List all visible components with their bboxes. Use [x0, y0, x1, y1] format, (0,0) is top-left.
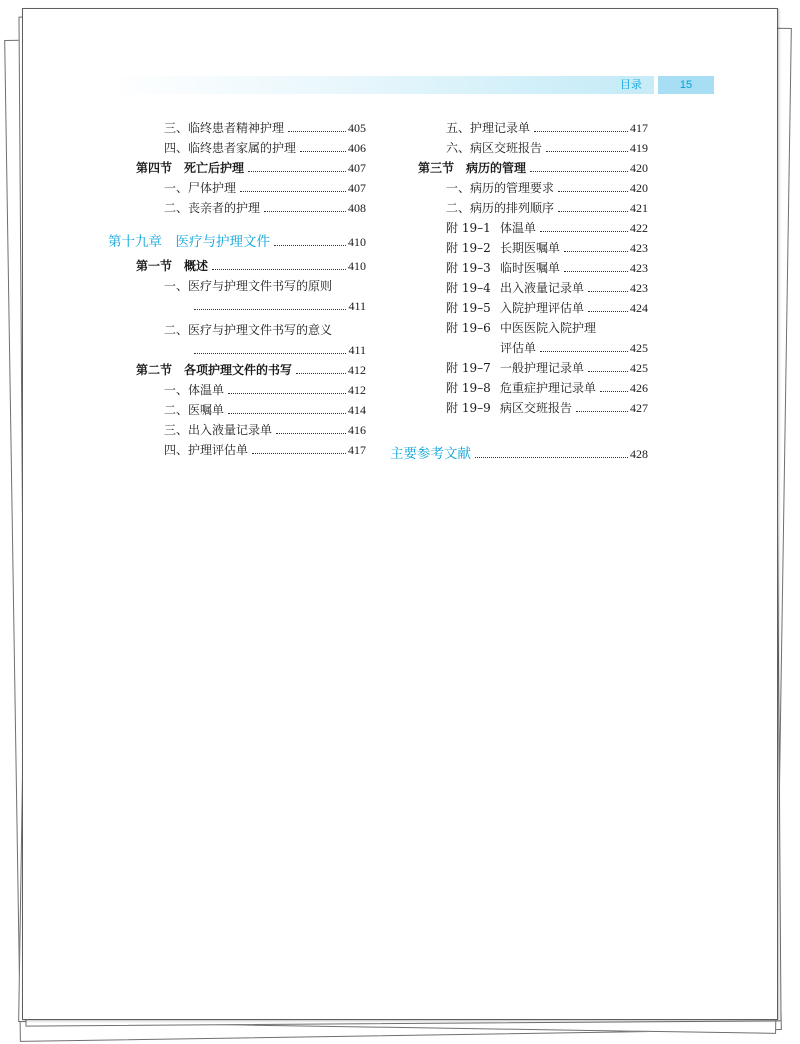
toc-entry[interactable] — [390, 196, 648, 216]
appendix-title: 入院护理评估单 — [500, 301, 585, 315]
toc-entry-page: 410 — [348, 235, 366, 249]
toc-entry-page: 416 — [348, 423, 366, 437]
header-band — [110, 76, 620, 94]
toc-entry-title: 一、病历的管理要求 — [446, 181, 555, 195]
toc-section-entry[interactable] — [108, 358, 366, 378]
toc-entry[interactable] — [108, 418, 366, 438]
toc-entry-title: 二、丧亲者的护理 — [164, 201, 261, 215]
toc-entry[interactable] — [108, 116, 366, 136]
leader-dots — [576, 411, 628, 412]
toc-entry-page: 422 — [630, 221, 648, 235]
toc-entry[interactable] — [390, 176, 648, 196]
toc-entry-page: 410 — [348, 259, 366, 273]
appendix-title: 长期医嘱单 — [500, 241, 561, 255]
toc-entry-title: 一、体温单 — [164, 383, 225, 397]
leader-dots — [264, 211, 346, 212]
appendix-title-continued: 评估单 — [500, 341, 537, 355]
appendix-code: 附 19–4 — [446, 281, 491, 295]
toc-chapter-title: 第十九章 医疗与护理文件 — [108, 234, 270, 250]
appendix-title: 出入液量记录单 — [500, 281, 585, 295]
toc-chapter-entry[interactable] — [108, 228, 366, 250]
toc-appendix-entry[interactable] — [390, 396, 648, 416]
leader-dots — [564, 271, 628, 272]
toc-appendix-entry-title-line[interactable] — [390, 316, 648, 336]
toc-left-column — [108, 116, 366, 458]
toc-entry-page: 427 — [630, 401, 648, 415]
toc-entry-page: 426 — [630, 381, 648, 395]
toc-entry-page: 411 — [348, 299, 366, 313]
appendix-title: 中医医院入院护理 — [500, 321, 597, 335]
appendix-code: 附 19–7 — [446, 361, 491, 375]
leader-dots — [240, 191, 346, 192]
leader-dots — [475, 457, 628, 458]
toc-appendix-entry[interactable] — [390, 376, 648, 396]
toc-section-title: 第二节 各项护理文件的书写 — [136, 363, 293, 377]
toc-entry-title: 四、护理评估单 — [164, 443, 249, 457]
toc-section-entry[interactable] — [108, 254, 366, 274]
toc-entry-title: 一、医疗与护理文件书写的原则 — [164, 279, 333, 293]
leader-dots — [212, 269, 346, 270]
toc-entry-page: 423 — [630, 241, 648, 255]
toc-entry-continuation[interactable] — [108, 338, 366, 358]
appendix-code: 附 19–3 — [446, 261, 491, 275]
leader-dots — [546, 151, 628, 152]
toc-entry-title: 二、病历的排列顺序 — [446, 201, 555, 215]
toc-entry-page: 420 — [630, 181, 648, 195]
leader-dots — [194, 309, 346, 310]
toc-entry-title: 三、出入液量记录单 — [164, 423, 273, 437]
toc-appendix-entry[interactable] — [390, 236, 648, 256]
toc-entry-title: 一、尸体护理 — [164, 181, 237, 195]
leader-dots — [540, 231, 628, 232]
toc-appendix-entry[interactable] — [390, 296, 648, 316]
toc-entry-title: 二、医疗与护理文件书写的意义 — [164, 323, 333, 337]
leader-dots — [588, 311, 628, 312]
toc-entry-title: 四、临终患者家属的护理 — [164, 141, 297, 155]
toc-entry-page: 412 — [348, 363, 366, 377]
toc-entry[interactable] — [108, 398, 366, 418]
leader-dots — [288, 131, 346, 132]
toc-entry[interactable] — [390, 116, 648, 136]
appendix-code: 附 19–9 — [446, 401, 491, 415]
toc-section-title: 第四节 死亡后护理 — [136, 161, 245, 175]
toc-entry-page: 407 — [348, 161, 366, 175]
toc-entry[interactable] — [108, 378, 366, 398]
leader-dots — [274, 245, 346, 246]
leader-dots — [252, 453, 346, 454]
toc-entry[interactable] — [108, 176, 366, 196]
toc-section-title: 第一节 概述 — [136, 259, 209, 273]
leader-dots — [300, 151, 346, 152]
toc-entry-page: 414 — [348, 403, 366, 417]
leader-dots — [228, 393, 346, 394]
leader-dots — [276, 433, 346, 434]
toc-entry-page: 406 — [348, 141, 366, 155]
leader-dots — [534, 131, 628, 132]
toc-appendix-entry[interactable] — [390, 256, 648, 276]
toc-entry-page: 405 — [348, 121, 366, 135]
toc-entry-title-line[interactable] — [108, 318, 366, 338]
appendix-code: 附 19–2 — [446, 241, 491, 255]
leader-dots — [558, 191, 628, 192]
leader-dots — [564, 251, 628, 252]
toc-entry-page: 407 — [348, 181, 366, 195]
toc-entry-page: 423 — [630, 281, 648, 295]
toc-references-title: 主要参考文献 — [390, 446, 471, 462]
appendix-code: 附 19–1 — [446, 221, 491, 235]
toc-entry-page: 417 — [630, 121, 648, 135]
toc-entry-page: 428 — [630, 447, 648, 461]
toc-entry-title: 五、护理记录单 — [446, 121, 531, 135]
leader-dots — [530, 171, 628, 172]
toc-right-column — [390, 116, 648, 462]
toc-entry-title: 六、病区交班报告 — [446, 141, 543, 155]
toc-entry-page: 424 — [630, 301, 648, 315]
appendix-title: 危重症护理记录单 — [500, 381, 597, 395]
appendix-code: 附 19–8 — [446, 381, 491, 395]
toc-entry-page: 412 — [348, 383, 366, 397]
toc-entry-page: 425 — [630, 341, 648, 355]
leader-dots — [296, 373, 346, 374]
toc-entry[interactable] — [108, 438, 366, 458]
appendix-title: 体温单 — [500, 221, 537, 235]
toc-entry-page: 421 — [630, 201, 648, 215]
appendix-code: 附 19–6 — [446, 321, 491, 335]
appendix-title: 临时医嘱单 — [500, 261, 561, 275]
toc-entry-page: 420 — [630, 161, 648, 175]
toc-section-entry[interactable] — [390, 156, 648, 176]
toc-entry-page: 411 — [348, 343, 366, 357]
toc-entry-page: 423 — [630, 261, 648, 275]
toc-entry-title-line[interactable] — [108, 274, 366, 294]
toc-entry-page: 419 — [630, 141, 648, 155]
toc-appendix-entry[interactable] — [390, 216, 648, 236]
toc-appendix-entry[interactable] — [390, 276, 648, 296]
leader-dots — [194, 353, 346, 354]
toc-entry[interactable] — [390, 136, 648, 156]
appendix-code: 附 19–5 — [446, 301, 491, 315]
appendix-title: 病区交班报告 — [500, 401, 573, 415]
header-page-number: 15 — [658, 76, 714, 94]
toc-references-entry[interactable] — [390, 440, 648, 462]
toc-entry-title: 二、医嘱单 — [164, 403, 225, 417]
toc-entry-title: 三、临终患者精神护理 — [164, 121, 285, 135]
toc-entry[interactable] — [108, 196, 366, 216]
leader-dots — [600, 391, 628, 392]
toc-entry-page: 417 — [348, 443, 366, 457]
toc-section-title: 第三节 病历的管理 — [418, 161, 527, 175]
leader-dots — [588, 371, 628, 372]
leader-dots — [558, 211, 628, 212]
leader-dots — [588, 291, 628, 292]
header-section-label: 目录 — [620, 76, 654, 94]
toc-appendix-entry[interactable] — [390, 356, 648, 376]
leader-dots — [248, 171, 346, 172]
leader-dots — [540, 351, 628, 352]
toc-section-entry[interactable] — [108, 156, 366, 176]
toc-entry-page: 425 — [630, 361, 648, 375]
appendix-title: 一般护理记录单 — [500, 361, 585, 375]
leader-dots — [228, 413, 346, 414]
toc-entry-page: 408 — [348, 201, 366, 215]
toc-appendix-entry-continuation[interactable] — [390, 336, 648, 356]
toc-entry-continuation[interactable] — [108, 294, 366, 314]
toc-entry[interactable] — [108, 136, 366, 156]
